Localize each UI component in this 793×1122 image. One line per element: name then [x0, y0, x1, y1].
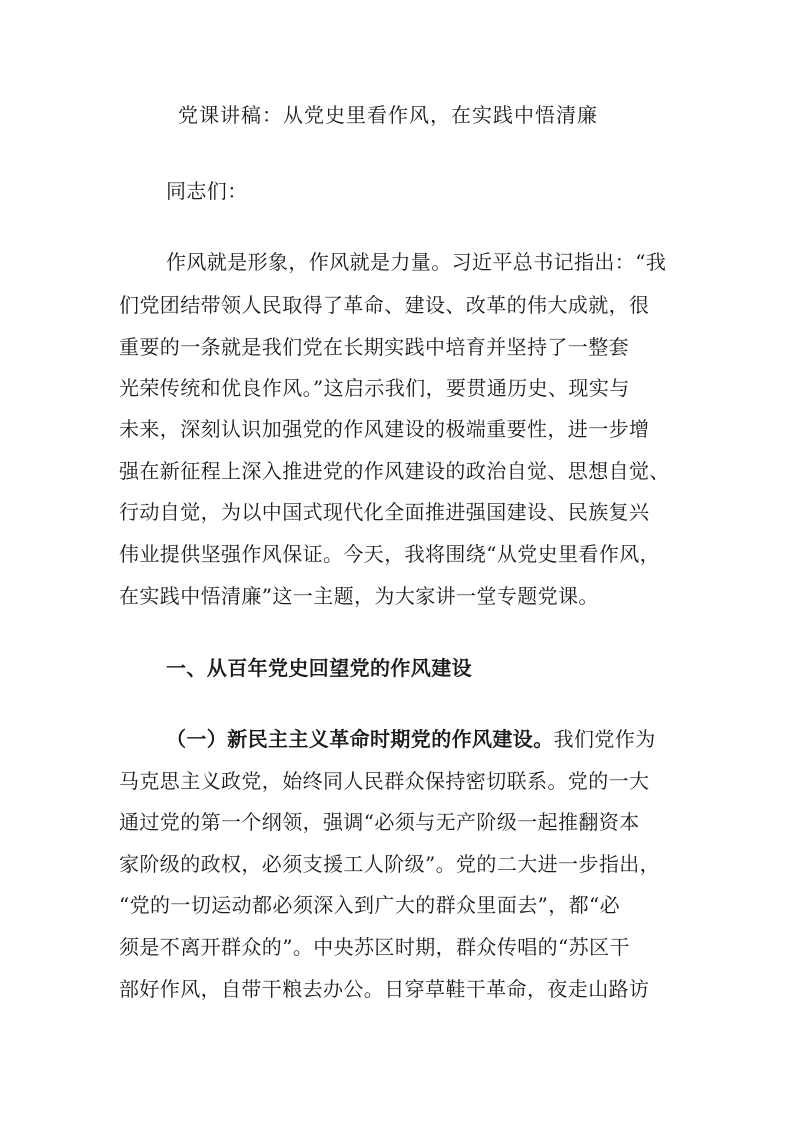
intro-line: 们党团结带领人民取得了革命、建设、改革的伟大成就，很 [119, 293, 650, 317]
intro-line: 伟业提供坚强作风保证。今天，我将围绕“从党史里看作风， [119, 542, 661, 566]
intro-line: 强在新征程上深入推进党的作风建设的政治自觉、思想自觉、 [119, 459, 670, 483]
subsection-line: 家阶级的政权，必须支援工人阶级”。党的二大进一步指出， [119, 852, 661, 876]
document-title: 党课讲稿：从党史里看作风，在实践中悟清廉 [178, 103, 598, 127]
subsection-line: “党的一切运动都必须深入到广大的群众里面去”，都“必 [119, 893, 621, 917]
subsection-first-line [166, 726, 656, 752]
section-heading: 一、从百年党史回望党的作风建设 [166, 656, 472, 680]
subsection-heading: （一）新民主主义革命时期党的作风建设。 [166, 727, 554, 751]
intro-line: 在实践中悟清廉”这一主题，为大家讲一堂专题党课。 [119, 584, 599, 608]
subsection-line: 须是不离开群众的”。中央苏区时期，群众传唱的“苏区干 [119, 935, 630, 959]
subsection-line: 马克思主义政党，始终同人民群众保持密切联系。党的一大 [119, 769, 650, 793]
intro-line: 作风就是形象，作风就是力量。习近平总书记指出：“我 [166, 250, 667, 274]
intro-line: 光荣传统和优良作风。”这启示我们，要贯通历史、现实与 [119, 376, 630, 400]
intro-line: 未来，深刻认识加强党的作风建设的极端重要性，进一步增 [119, 417, 650, 441]
subsection-line: 部好作风，自带干粮去办公。日穿草鞋干革命，夜走山路访 [119, 977, 650, 1001]
subsection-line: 我们党作为 [553, 727, 656, 751]
intro-line: 重要的一条就是我们党在长期实践中培育并坚持了一整套 [119, 335, 629, 359]
subsection-line: 通过党的第一个纲领，强调“必须与无产阶级一起推翻资本 [119, 810, 640, 834]
salutation: 同志们： [166, 179, 248, 203]
intro-line: 行动自觉，为以中国式现代化全面推进强国建设、民族复兴 [119, 500, 650, 524]
